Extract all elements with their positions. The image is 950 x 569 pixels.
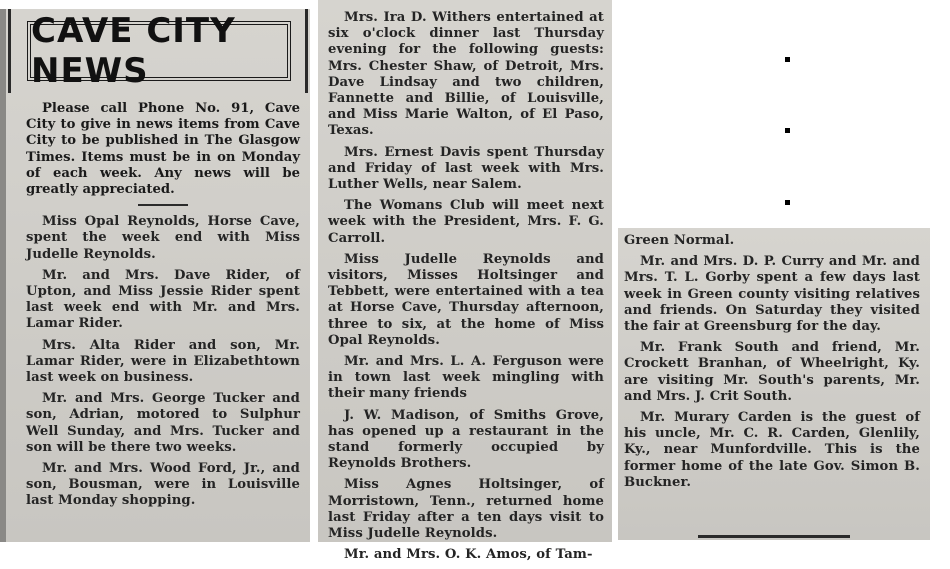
news-column-left [0, 9, 310, 542]
news-item: Mr. Frank South and friend, Mr. Crockett Branhan, of Wheelright, Ky. are visiting Mr. South's parents, Mr. and Mrs. J. Crit South. [624, 340, 920, 404]
news-item: Mr. Murary Carden is the guest of his uncle, Mr. C. R. Carden, Glenlily, Ky., near Munfordville. This is the former home of the late Gov. Simon B. Buckner. [624, 410, 920, 490]
column-end-rule [698, 535, 850, 538]
news-item: Mrs. Ira D. Withers entertained at six o'clock dinner last Thursday evening for the following guests: Mrs. Chester Shaw, of Detroit, Mrs. Dave Lindsay and two children, Fannette and Billie, of Louisville, and Miss Marie Walton, of El Paso, Texas. [328, 10, 604, 139]
bullet-mark [785, 128, 790, 133]
news-item: Miss Agnes Holtsinger, of Morristown, Tenn., returned home last Friday after a ten days visit to Miss Judelle Reynolds. [328, 477, 604, 542]
news-item: Mr. and Mrs. D. P. Curry and Mr. and Mrs. T. L. Gorby spent a few days last week in Green county visiting relatives and friends. On Saturday they visited the fair at Greensburg for the day. [624, 254, 920, 335]
masthead-box [27, 11, 291, 91]
news-item: The Womans Club will meet next week with the President, Mrs. F. G. Carroll. [328, 198, 604, 246]
news-item: Mr. and Mrs. George Tucker and son, Adrian, motored to Sulphur Well Sunday, and Mrs. Tucker and son will be there two weeks. [26, 391, 300, 455]
news-item: Mr. and Mrs. O. K. Amos, of Tam- [344, 547, 593, 563]
news-item: Miss Opal Reynolds, Horse Cave, spent the week end with Miss Judelle Reynolds. [26, 214, 300, 262]
column-middle-body [318, 10, 612, 569]
section-divider [138, 204, 188, 206]
masthead [8, 9, 308, 93]
news-item: Mrs. Alta Rider and son, Mr. Lamar Rider, were in Elizabethtown last week on business. [26, 337, 300, 386]
news-item-continued: Green Normal. [624, 233, 735, 248]
bullet-mark [785, 57, 790, 62]
submission-notice: Please call Phone No. 91, Cave City to give in news items from Cave City to be published in The Glasgow Times. Items must be in on Monday of each week. Any news will be greatly appreciated. [26, 101, 300, 198]
news-item: Mrs. Ernest Davis spent Thursday and Friday of last week with Mrs. Luther Wells, near Salem. [328, 144, 604, 193]
news-item: Mr. and Mrs. Wood Ford, Jr., and son, Bousman, were in Louisville last Monday shopping. [26, 461, 300, 509]
masthead-title: CAVE CITY NEWS [31, 11, 236, 91]
column-right-body [618, 233, 930, 496]
news-item: Mr. and Mrs. Dave Rider, of Upton, and Miss Jessie Rider spent last week end with Mr. and Mrs. Lamar Rider. [26, 267, 300, 332]
news-item: J. W. Madison, of Smiths Grove, has opened up a restaurant in the stand formerly occupied by Reynolds Brothers. [328, 407, 604, 472]
news-item: Mr. and Mrs. L. A. Ferguson were in town last week mingling with their many friends [328, 354, 604, 402]
column-left-body [0, 101, 310, 515]
news-column-middle [318, 0, 612, 563]
news-item: Miss Judelle Reynolds and visitors, Misses Holtsinger and Tebbett, were entertained with a tea at Horse Cave, Thursday afternoon, three to six, at the home of Miss Opal Reynolds. [328, 251, 604, 348]
news-column-right [618, 228, 930, 540]
bullet-mark [785, 200, 790, 205]
